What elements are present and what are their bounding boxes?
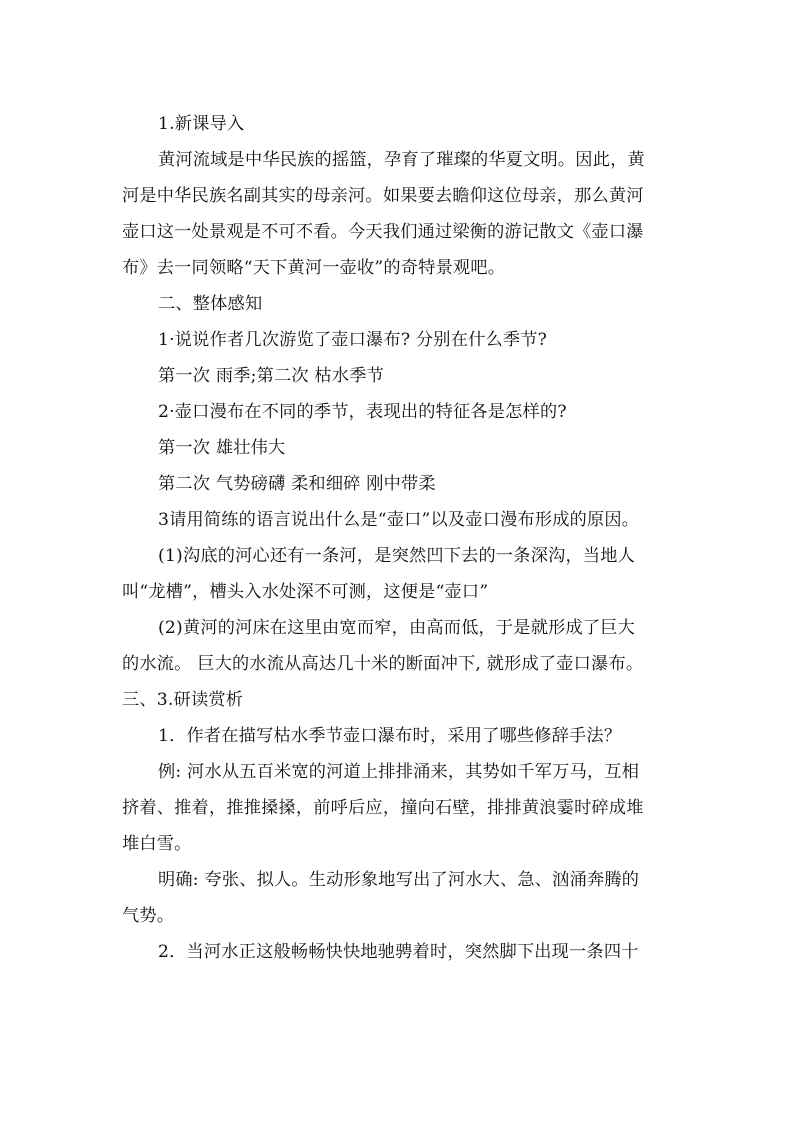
- question-line: 1·说说作者几次游览了壶口瀑布? 分别在什么季节?: [158, 330, 548, 350]
- example-line: 堆白雪。: [122, 834, 192, 854]
- answer-line: 第一次 雄壮伟大: [158, 438, 286, 458]
- answer-line: (1)沟底的河心还有一条河，是突然凹下去的一条深沟，当地人: [158, 546, 636, 566]
- question-line: 1．作者在描写枯水季节壶口瀑布时，采用了哪些修辞手法？: [158, 726, 622, 746]
- section-heading-study: 三、3.研读赏析: [122, 690, 244, 710]
- answer-line: 叫“龙槽”，槽头入水处深不可测，这便是“壶口”: [122, 582, 489, 602]
- answer-line: 明确: 夸张、拟人。生动形象地写出了河水大、急、汹涌奔腾的: [158, 870, 640, 890]
- question-line: 3请用简练的语言说出什么是“壶口”以及壶口漫布形成的原因。: [158, 510, 640, 530]
- answer-line: 气势。: [122, 906, 175, 926]
- document-body: [122, 106, 682, 970]
- question-line: 2·壶口漫布在不同的季节，表现出的特征各是怎样的?: [158, 402, 567, 422]
- paragraph-line: 黄河流域是中华民族的摇篮，孕育了璀璨的华夏文明。因此，黄: [158, 150, 645, 170]
- paragraph-line: 壶口这一处景观是不可不看。今天我们通过梁衡的游记散文《壶口瀑: [122, 222, 644, 242]
- answer-line: (2)黄河的河床在这里由宽而窄，由高而低，于是就形成了巨大: [158, 618, 636, 638]
- question-line: 2．当河水正这般畅畅快快地驰骋着时，突然脚下出现一条四十: [158, 942, 639, 962]
- example-line: 挤着、推着，推推搡搡，前呼后应，撞向石壁，排排黄浪霎时碎成堆: [122, 798, 644, 818]
- answer-line: 第二次 气势磅礴 柔和细碎 刚中带柔: [158, 474, 436, 494]
- answer-line: 的水流。 巨大的水流从高达几十米的断面冲下, 就形成了壶口瀑布。: [122, 654, 644, 674]
- section-heading-new-lesson: 1.新课导入: [158, 114, 245, 134]
- example-line: 例: 河水从五百米宽的河道上排排涌来，其势如千军万马，互相: [158, 762, 640, 782]
- paragraph-line: 河是中华民族名副其实的母亲河。如果要去瞻仰这位母亲，那么黄河: [122, 186, 644, 206]
- answer-line: 第一次 雨季;第二次 枯水季节: [158, 366, 384, 386]
- paragraph-line: 布》去一同领略“天下黄河一壶收”的奇特景观吧。: [122, 258, 506, 278]
- section-heading-overall-perception: 二、整体感知: [158, 294, 263, 314]
